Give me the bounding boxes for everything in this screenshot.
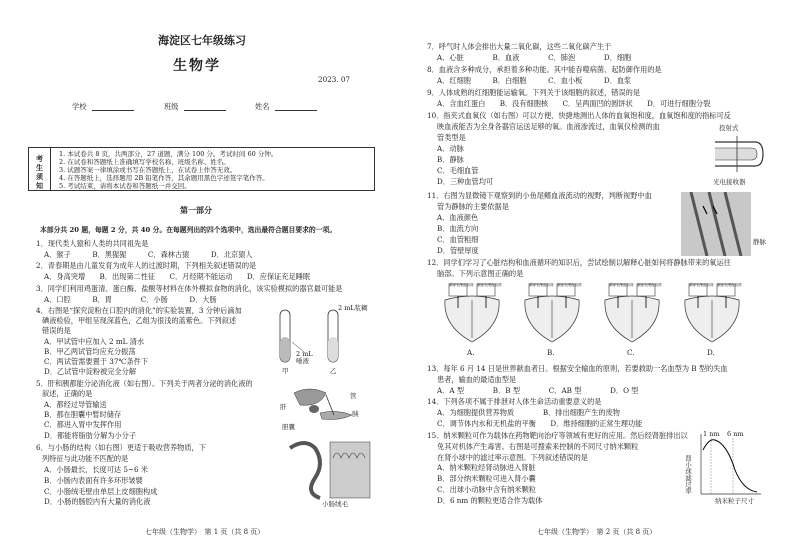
page-right	[397, 0, 794, 558]
question-line: 8．血液含多种成分，承担着多种功能。其中能吞噬病菌、起防御作用的是	[427, 65, 662, 74]
question-line: 5．肝和胰都能分泌消化液（如右图）。下列关于两者分泌的消化液的	[36, 379, 253, 388]
question-line: 管类型是	[437, 133, 466, 142]
question-line: D．乙试管中淀粉被完全分解	[44, 367, 137, 376]
question-line: C．都进入胃中发挥作用	[44, 420, 122, 429]
fig10-label: 光电接收器	[713, 178, 746, 186]
heart-capillary-label: 肺部毛细血管网	[529, 283, 554, 287]
question-line: 脑部。下列示意图正确的是	[437, 269, 524, 278]
fig4-label: 2 mL	[296, 350, 313, 358]
question-line: 错误的是	[42, 326, 71, 335]
question-line: A．都经过导管输送	[44, 400, 107, 409]
notice-item: 1. 本试卷共 8 页，共两部分，27 道题，满分 100 分。考试时间 60 分钟。	[59, 150, 278, 158]
heart-diagram	[435, 282, 509, 344]
question-line: 7．呼气时人体会排出大量二氧化碳，这些二氧化碳产生于	[427, 42, 612, 51]
question-line: A．口腔 B．胃 C．小肠 D．大肠	[44, 295, 217, 304]
exam-date: 2023. 07	[318, 75, 351, 84]
question-line: 12．同学们学习了心脏结构和血液循环的知识后，尝试绘制以解释心脏如何将静脉带来的氧运往	[427, 258, 731, 267]
question-line: C．出球小动脉中含有纳米颗粒	[437, 485, 536, 494]
question-line: 6．与小肠的结构（如右图）更适于吸收营养物质，下	[36, 443, 206, 452]
fig4-tube-b: 乙	[330, 367, 337, 375]
question-line: C．血管粗细	[437, 235, 479, 244]
question-line: A．纳米颗粒经肾动脉进入肾脏	[437, 463, 536, 472]
heart-option-label[interactable]: A.	[467, 348, 475, 357]
part-instruction: 本部分共 20 题，每题 2 分，共 40 分。在每题列出的四个选项中，选出最符合题目要求的一项。	[40, 226, 337, 234]
liver-pancreas-figure	[290, 385, 360, 425]
school-label: 学校	[72, 102, 87, 111]
question-line: A．身高突增 B．出现第二性征 C．月经期不能运动 D．应保证充足睡眠	[44, 272, 311, 281]
question-line: B．静脉	[437, 155, 464, 164]
question-line: A．血液颜色	[437, 213, 479, 222]
heart-diagram	[515, 282, 589, 344]
heart-capillary-label: 脑部毛细血管网	[477, 283, 502, 287]
question-line: 患者，输血的最适血型是	[437, 375, 517, 384]
fig5-label: 肝	[280, 403, 287, 411]
question-line: 映血液能否为全身各器官运送足够的氧。血液渗流过，血氧仪检测的血	[437, 122, 660, 131]
notice-item: 2. 在试卷和答题纸上准确填写学校名称、班级名称、姓名。	[59, 158, 230, 166]
question-line: A．小肠最长，长度可达 5~6 米	[44, 465, 148, 474]
question-line: 11．右图为显微镜下观察到的小鱼尾鳍血液流动的视野，判断视野中血	[427, 191, 652, 200]
question-line: A．含血红蛋白 B．没有细胞核 C．呈两面凹的圆饼状 D．可进行细胞分裂	[437, 99, 711, 108]
heart-diagram	[595, 282, 669, 344]
fig10-label: 投射式	[719, 124, 739, 132]
fig5-label: 管	[350, 392, 357, 400]
question-line: 4．右图是“探究淀粉在口腔内的消化”的实验装置，3 分钟后滴加	[36, 306, 242, 315]
class-field[interactable]	[184, 110, 226, 111]
question-line: D．6 nm 的颗粒更适合作为载体	[437, 496, 543, 505]
heart-option-label[interactable]: C.	[627, 348, 635, 357]
question-line: B．甲乙两试管均应充分振荡	[44, 347, 136, 356]
fig15-label: 1 nm	[703, 430, 720, 438]
name-label: 姓名	[255, 102, 270, 111]
question-line: D．小肠的肠腔内有大量的消化液	[44, 497, 151, 506]
fig15-ylabel: 肾小球滤过率	[684, 455, 692, 494]
question-line: A．红细胞 B．白细胞 C．血小板 D．血浆	[437, 76, 632, 85]
heart-capillary-label: 脑部毛细血管网	[717, 283, 742, 287]
question-line: C．小肠绒毛壁由单层上皮细胞构成	[44, 487, 158, 496]
question-line: B．部分纳米颗粒可进入肾小囊	[437, 474, 536, 483]
question-line: 9．人体成熟的红细胞能运输氧。下列关于该细胞的叙述，错误的是	[427, 88, 641, 97]
filtration-chart	[695, 430, 765, 502]
fig15-label: 6 nm	[727, 430, 744, 438]
question-line: 列特征与此功能不匹配的是	[42, 454, 129, 463]
question-line: C．调节体内水和无机盐的平衡 D．维持细胞的正常生理功能	[437, 419, 643, 428]
question-line: 14．下列各项不属于排泄对人体生命活动重要意义的是	[427, 397, 602, 406]
question-line: D．三种血管均可	[437, 177, 494, 186]
oximeter-figure	[707, 130, 767, 178]
school-field[interactable]	[92, 110, 134, 111]
exam-notice-box	[28, 147, 375, 191]
question-line: C．毛细血管	[437, 166, 479, 175]
heart-capillary-label: 脑部毛细血管网	[637, 283, 662, 287]
question-line: 1．现代类人猿和人类的共同祖先是	[36, 239, 149, 248]
question-line: 10．指夹式血氧仪（如右图）可以方便、快捷地测出人体的血氧饱和度，血氧饱和度的指标可反	[427, 111, 731, 120]
name-field[interactable]	[275, 110, 317, 111]
question-line: 叙述，正确的是	[42, 389, 93, 398]
question-line: B．小肠内表面有许多环形皱襞	[44, 476, 143, 485]
fig6-label: 小肠绒毛	[322, 500, 348, 508]
fig15-xlabel: 纳米粒子尺寸	[715, 497, 754, 505]
small-intestine-figure	[285, 438, 375, 502]
fig4-tube-a: 甲	[282, 367, 289, 375]
subject-title: 生物学	[173, 58, 221, 74]
fish-tail-vessel-figure	[681, 192, 751, 256]
question-line: C．两试管需要置于 37℃条件下	[44, 357, 149, 366]
notice-item: 4. 在答题纸上，选择题用 2B 铅笔作答，其余题用黑色字迹签字笔作答。	[59, 174, 269, 182]
question-line: 3．同学们利用鸡蛋清、蛋白酶、盐酸等材料在体外模拟食物的消化，该实验模拟的器官最可能是	[36, 284, 343, 293]
notice-side-label: 考 生 须 知	[29, 148, 51, 190]
question-line: 15．纳米颗粒可作为载体在药物靶向治疗等领域有更好的应用。然后经肾脏排出以	[427, 431, 688, 440]
notice-item: 5. 考试结束，请将本试卷和答题纸一并交回。	[59, 182, 191, 190]
question-line: A．猴子 B．黑猩猩 C．森林古猿 D．北京猿人	[44, 250, 253, 259]
heart-capillary-label: 肺部毛细血管网	[689, 283, 714, 287]
question-line: A．A 型 B．B 型 C．AB 型 D．O 型	[437, 386, 639, 395]
question-line: A．甲试管中应加入 2 mL 清水	[44, 337, 145, 346]
question-line: B．都在胆囊中暂时储存	[44, 410, 122, 419]
heart-option-label[interactable]: D.	[707, 348, 715, 357]
notice-item: 3. 试题答案一律填涂或书写在答题纸上，在试卷上作答无效。	[59, 166, 237, 174]
fig5-label: 胰	[352, 410, 359, 418]
footer-left: 七年级（生物学） 第 1 页（共 8 页）	[145, 528, 265, 536]
question-line: 免其对机体产生毒害。右图是可搜索来控制的不同尺寸纳米颗粒	[437, 442, 639, 451]
question-line: 2．青春期是由儿童发育为成年人的过渡时期，下列相关叙述错误的是	[36, 261, 257, 270]
question-line: B．血流方向	[437, 224, 479, 233]
part-title: 第一部分	[180, 205, 212, 215]
exam-title: 海淀区七年级练习	[158, 34, 246, 47]
question-line: A．为细胞提供营养物质 B．排出细胞产生的废物	[437, 408, 620, 417]
question-line: A．动脉	[437, 144, 464, 153]
heart-capillary-label: 脑部毛细血管网	[557, 283, 582, 287]
question-line: D．管壁厚度	[437, 246, 479, 255]
class-label: 班级	[164, 102, 179, 111]
question-line: 碘液检验，甲组呈现深蓝色，乙组为很浅的蓝紫色。下列叙述	[42, 316, 237, 325]
fig4-label: 2 mL浆糊	[338, 304, 368, 312]
question-line: D．都能将脂肪分解为小分子	[44, 431, 137, 440]
question-line: 在肾小球中的滤过率示意图。下列叙述错误的是	[437, 453, 588, 462]
heart-capillary-label: 肺部毛细血管网	[449, 283, 474, 287]
question-line: 管为静脉的主要依据是	[437, 202, 509, 211]
fig4-label: 唾液	[296, 357, 309, 365]
heart-capillary-label: 肺部毛细血管网	[609, 283, 634, 287]
fig11-label: 静脉	[753, 238, 766, 246]
footer-right: 七年级（生物学） 第 2 页（共 8 页）	[537, 528, 657, 536]
heart-diagram	[675, 282, 749, 344]
fig5-label: 胆囊	[282, 423, 295, 431]
question-line: A．心脏 B．血液 C．肺泡 D．细胞	[437, 53, 632, 62]
question-line: 13．每年 6 月 14 日是世界献血者日。根据安全输血的原则，若要救助一名血型为 B 型的失血	[427, 364, 728, 373]
heart-option-label[interactable]: B.	[547, 348, 555, 357]
